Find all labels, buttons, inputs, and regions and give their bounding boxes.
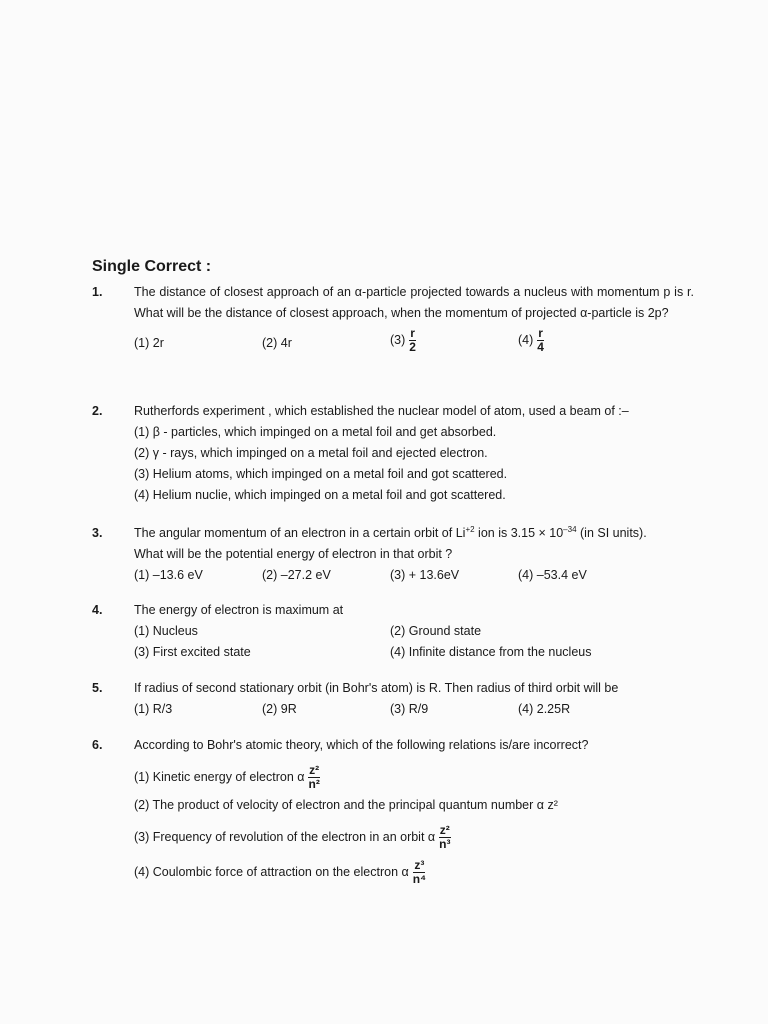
fraction xyxy=(408,327,417,354)
option-text: (1) Kinetic energy of electron α xyxy=(134,769,305,784)
denominator: 4 xyxy=(537,340,544,354)
option-text: (3) Frequency of revolution of the electron in an orbit α xyxy=(134,829,436,844)
numerator: z³ xyxy=(414,858,425,872)
numerator: r xyxy=(538,326,543,340)
superscript: –34 xyxy=(563,524,577,534)
option-1 xyxy=(134,764,694,791)
fraction xyxy=(308,764,321,791)
question-text: Rutherfords experiment , which established the nuclear model of atom, used a beam of :– xyxy=(134,404,629,418)
question-number: 1. xyxy=(92,285,103,299)
denominator: 2 xyxy=(409,340,416,354)
option-1: (1) –13.6 eV xyxy=(134,568,203,582)
option-1: (1) 2r xyxy=(134,336,164,350)
option-2: (2) The product of velocity of electron and the principal quantum number α z² xyxy=(134,798,558,812)
question-number: 4. xyxy=(92,603,103,617)
options-row xyxy=(134,565,694,586)
options-row xyxy=(134,699,694,720)
options-row-2 xyxy=(134,642,694,663)
option-label: (4) xyxy=(518,332,534,347)
text-part: (in SI units). xyxy=(576,526,647,540)
option-text: (4) Coulombic force of attraction on the electron α xyxy=(134,864,409,879)
option-3: (3) + 13.6eV xyxy=(390,568,460,582)
denominator: n² xyxy=(308,777,320,791)
option-1: (1) β - particles, which impinged on a metal foil and get absorbed. xyxy=(134,425,497,439)
options-row-1 xyxy=(134,621,694,642)
option-4: (4) –53.4 eV xyxy=(518,568,587,582)
superscript: +2 xyxy=(465,524,475,534)
section-heading: Single Correct : xyxy=(92,258,212,275)
text-part: ion is 3.15 × 10 xyxy=(474,526,564,540)
fraction xyxy=(438,824,451,851)
option-3: (3) R/9 xyxy=(390,702,429,716)
option-2: (2) γ - rays, which impinged on a metal foil and ejected electron. xyxy=(134,446,488,460)
question-text xyxy=(134,523,694,544)
question-text: If radius of second stationary orbit (in Bohr's atom) is R. Then radius of third orbit will be xyxy=(134,681,619,695)
option-3: (3) Helium atoms, which impinged on a metal foil and got scattered. xyxy=(134,467,508,481)
option-3 xyxy=(390,327,417,354)
numerator: z² xyxy=(439,823,450,837)
question-text: The distance of closest approach of an α-particle projected towards a nucleus with momentum p is r. What will be the distance of closest approach, when the momentum of projected α-particle is 2p? xyxy=(134,285,694,320)
question-text-line-2: What will be the potential energy of electron in that orbit ? xyxy=(134,547,453,561)
option-1: (1) Nucleus xyxy=(134,624,198,638)
fraction xyxy=(536,327,545,354)
fraction xyxy=(412,859,427,886)
options-row xyxy=(134,326,694,354)
option-4: (4) Helium nuclie, which impinged on a metal foil and got scattered. xyxy=(134,488,506,502)
option-1: (1) R/3 xyxy=(134,702,173,716)
option-label: (3) xyxy=(390,332,406,347)
denominator: n³ xyxy=(439,837,451,851)
option-4 xyxy=(518,327,545,354)
text-part: The angular momentum of an electron in a certain orbit of Li xyxy=(134,526,466,540)
question-number: 3. xyxy=(92,526,103,540)
question-number: 5. xyxy=(92,681,103,695)
option-4 xyxy=(134,859,694,886)
option-2: (2) –27.2 eV xyxy=(262,568,331,582)
option-2: (2) 4r xyxy=(262,336,292,350)
option-2: (2) 9R xyxy=(262,702,297,716)
numerator: r xyxy=(410,326,415,340)
option-3: (3) First excited state xyxy=(134,645,251,659)
denominator: n⁴ xyxy=(412,872,426,886)
question-text: According to Bohr's atomic theory, which of the following relations is/are incorrect? xyxy=(134,738,589,752)
option-4: (4) 2.25R xyxy=(518,702,571,716)
question-number: 6. xyxy=(92,738,103,752)
question-number: 2. xyxy=(92,404,103,418)
option-2: (2) Ground state xyxy=(390,624,482,638)
option-3 xyxy=(134,824,694,851)
option-4: (4) Infinite distance from the nucleus xyxy=(390,645,592,659)
numerator: z² xyxy=(309,763,320,777)
question-text: The energy of electron is maximum at xyxy=(134,603,344,617)
